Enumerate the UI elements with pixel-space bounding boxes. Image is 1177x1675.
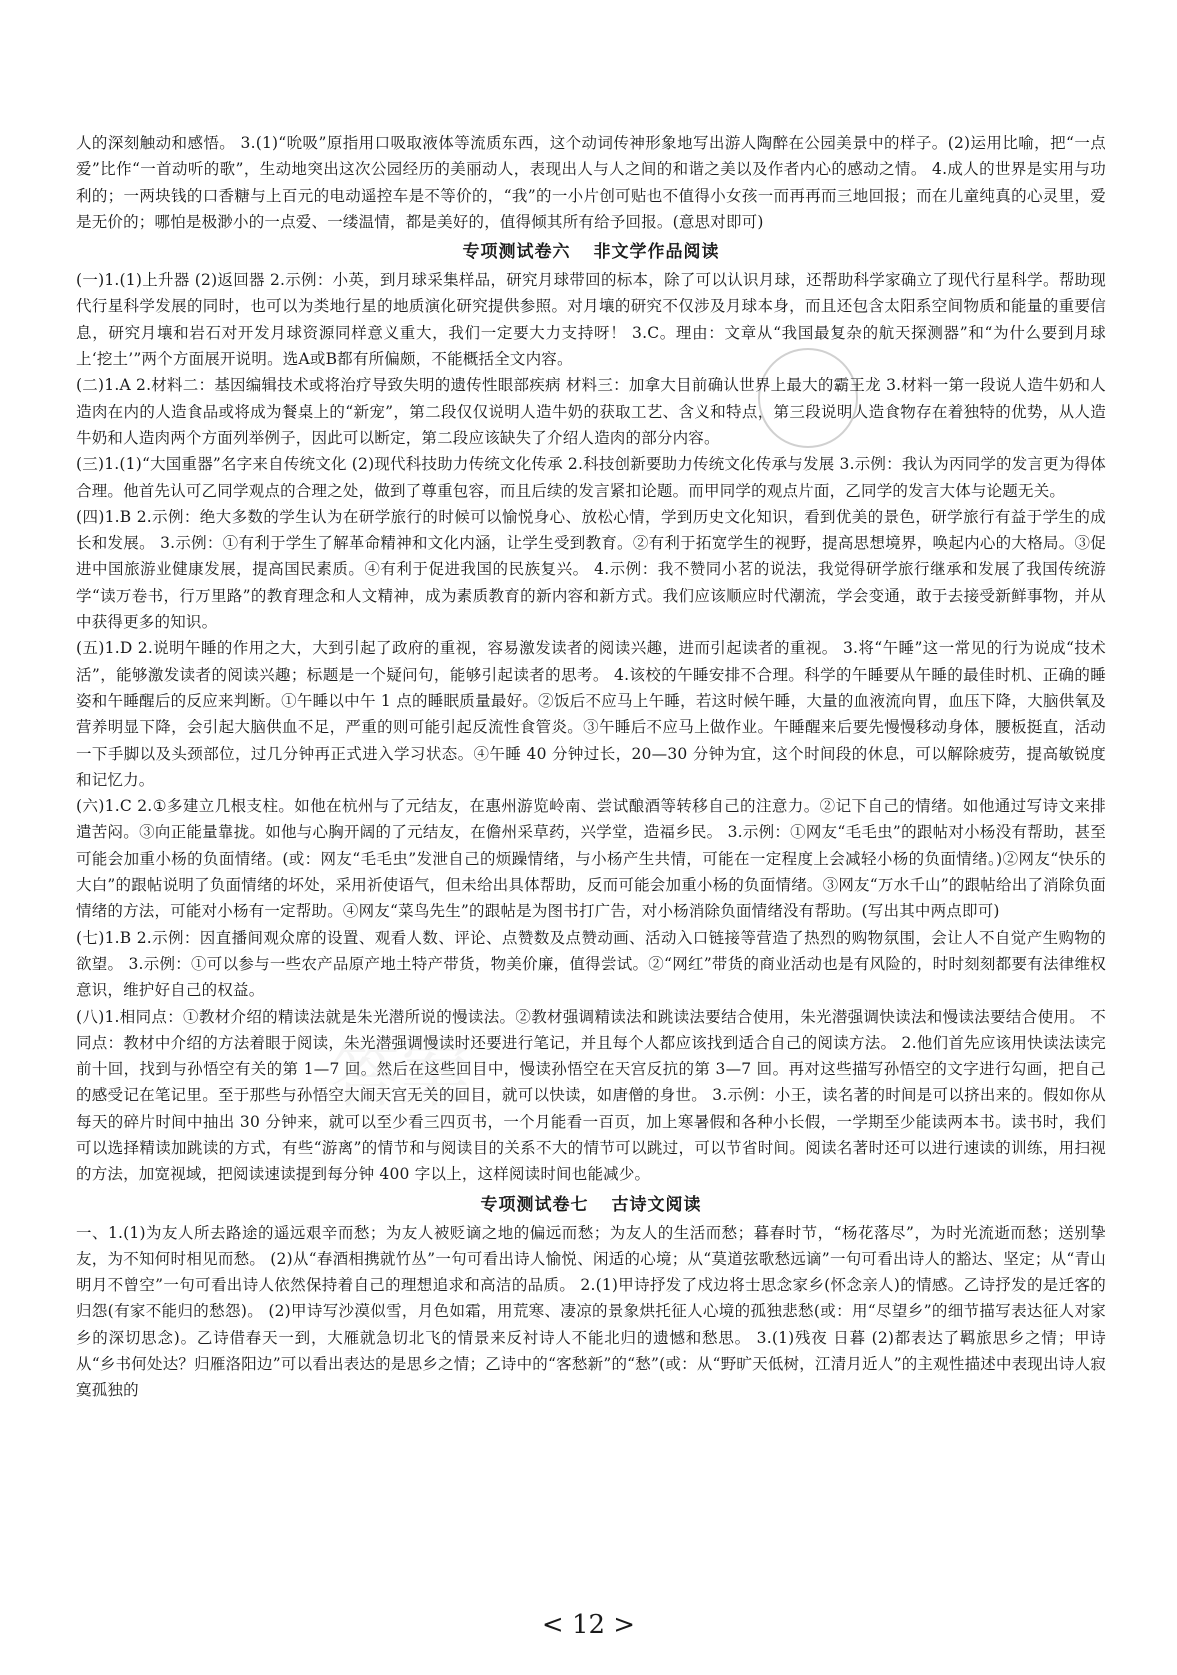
section6-para-2: (二)1.A 2.材料二：基因编辑技术或将治疗导致失明的遗传性眼部疾病 材料三：加拿大目前确认世界上最大的霸王龙 3.材料一第一段说人造牛奶和人造肉在内的人造食品或将成为餐桌上的“新宠”，第二段仅仅说明人造牛奶的获取工艺、含义和特点，第三段说明人造食物存在着独特的优势，从人造牛奶和人造肉两个方面列举例子，因此可以断定，第二段应该缺失了介绍人造肉的部分内容。	[76, 376, 1106, 447]
section6-para-1: (一)1.(1)上升器 (2)返回器 2.示例：小英，到月球采集样品，研究月球带回的标本，除了可以认识月球，还帮助科学家确立了现代行星科学。帮助现代行星科学发展的同时，也可以为类地行星的地质演化研究提供参照。对月壤的研究不仅涉及月球本身，而且还包含太阳系空间物质和能量的重要信息，研究月壤和岩石对开发月球资源同样意义重大，我们一定要大力支持呀！ 3.C。理由：文章从“我国最复杂的航天探测器”和“为什么要到月球上‘挖土’”两个方面展开说明。选A或B都有所偏颇，不能概括全文内容。	[76, 271, 1106, 369]
section7-title: 专项测试卷七	[480, 1194, 589, 1215]
answer-page	[76, 130, 1106, 1404]
section7-heading	[76, 1192, 1106, 1218]
section6-para-7: (七)1.B 2.示例：因直播间观众席的设置、观看人数、评论、点赞数及点赞动画、活动入口链接等营造了热烈的购物氛围，会让人不自觉产生购物的欲望。 3.示例：①可以参与一些农产品原产地土特产带货，物美价廉，值得尝试。②“网红”带货的商业活动也是有风险的，时时刻刻都要有法律维权意识，维护好自己的权益。	[76, 928, 1106, 1000]
watermark: 答案	[330, 1035, 470, 1117]
section6-subtitle: 非文学作品阅读	[593, 242, 720, 263]
section6-heading	[76, 239, 1106, 265]
section6-para-4: (四)1.B 2.示例：绝大多数的学生认为在研学旅行的时候可以愉悦身心、放松心情，学到历史文化知识，看到优美的景色，研学旅行有益于学生的成长和发展。 3.示例：①有利于学生了解革命精神和文化内涵，让学生受到教育。②有利于拓宽学生的视野，提高思想境界，唤起内心的大格局。③促进中国旅游业健康发展，提高国民素质。④有利于促进我国的民族复兴。 4.示例：我不赞同小茗的说法，我觉得研学旅行继承和发展了我国传统游学“读万卷书，行万里路”的教育理念和人文精神，成为素质教育的新内容和新方式。我们应该顺应时代潮流，学会变通，敢于去接受新鲜事物，并从中获得更多的知识。	[76, 507, 1106, 632]
section6-title: 专项测试卷六	[462, 242, 571, 263]
section6-para-8: (八)1.相同点：①教材介绍的精读法就是朱光潜所说的慢读法。②教材强调精读法和跳读法要结合使用，朱光潜强调快读法和慢读法要结合使用。 不同点：教材中介绍的方法着眼于阅读，朱光潜强调慢读时还要进行笔记，并且每个人都应该找到适合自己的阅读方法。 2.他们首先应该用快读法读完前十回，找到与孙悟空有关的第 1—7 回。然后在这些回目中，慢读孙悟空在天宫反抗的第 3—7 回。再对这些描写孙悟空的文字进行勾画，把自己的感受记在笔记里。至于那些与孙悟空大闹天宫无关的回目，就可以快读，如唐僧的身世。 3.示例：小王，读名著的时间是可以挤出来的。假如你从每天的碎片时间中抽出 30 分钟来，就可以至少看三四页书，一个月能看一百页，加上寒暑假和各种小长假，一学期至少能读两本书。读书时，我们可以选择精读加跳读的方式，有些“游离”的情节和与阅读目的关系不大的情节可以跳过，可以节省时间。阅读名著时还可以进行速读的训练，用扫视的方法，加宽视域，把阅读速读提到每分钟 400 字以上，这样阅读时间也能减少。	[76, 1007, 1106, 1184]
section6-para-6: (六)1.C 2.①多建立几根支柱。如他在杭州与了元结友，在惠州游览岭南、尝试酿酒等转移自己的注意力。②记下自己的情绪。如他通过写诗文来排遣苦闷。③向正能量靠拢。如他与心胸开阔的了元结友，在儋州采草药，兴学堂，造福乡民。 3.示例：①网友“毛毛虫”的跟帖对小杨没有帮助，甚至可能会加重小杨的负面情绪。(或：网友“毛毛虫”发泄自己的烦躁情绪，与小杨产生共情，可能在一定程度上会减轻小杨的负面情绪。)②网友“快乐的大白”的跟帖说明了负面情绪的坏处，采用祈使语气，但未给出具体帮助，反而可能会加重小杨的负面情绪。③网友“万水千山”的跟帖给出了消除负面情绪的方法，可能对小杨有一定帮助。④网友“菜鸟先生”的跟帖是为图书打广告，对小杨消除负面情绪没有帮助。(写出其中两点即可)	[76, 797, 1106, 921]
section6-para-5: (五)1.D 2.说明午睡的作用之大，大到引起了政府的重视，容易激发读者的阅读兴趣，进而引起读者的重视。 3.将“午睡”这一常见的行为说成“技术活”，能够激发读者的阅读兴趣；标题是一个疑问句，能够引起读者的思考。 4.该校的午睡安排不合理。科学的午睡要从午睡的最佳时机、正确的睡姿和午睡醒后的反应来判断。①午睡以中午 1 点的睡眠质量最好。②饭后不应马上午睡，若这时候午睡，大量的血液流向胃，血压下降，大脑供氧及营养明显下降，会引起大脑供血不足，严重的则可能引起反流性食管炎。③午睡后不应马上做作业。午睡醒来后要先慢慢移动身体，腰板挺直，活动一下手脚以及头颈部位，过几分钟再正式进入学习状态。④午睡 40 分钟过长，20—30 分钟为宜，这个时间段的休息，可以解除疲劳，提高敏锐度和记忆力。	[76, 639, 1106, 789]
section7-para-1: 一、1.(1)为友人所去路途的遥远艰辛而愁；为友人被贬谪之地的偏远而愁；为友人的生活而愁；暮春时节，“杨花落尽”，为时光流逝而愁；送别挚友，为不知何时相见而愁。 (2)从“春酒相携就竹丛”一句可看出诗人愉悦、闲适的心境；从“莫道弦歌愁远谪”一句可看出诗人的豁达、坚定；从“青山明月不曾空”一句可看出诗人依然保持着自己的理想追求和高洁的品质。 2.(1)甲诗抒发了戍边将士思念家乡(怀念亲人)的情感。乙诗抒发的是迁客的归怨(有家不能归的愁怨)。 (2)甲诗写沙漠似雪，月色如霜，用荒寒、凄凉的景象烘托征人心境的孤独悲愁(或：用“尽望乡”的细节描写表达征人对家乡的深切思念)。乙诗借春天一到，大雁就急切北飞的情景来反衬诗人不能北归的遗憾和愁思。 3.(1)残夜 日暮 (2)都表达了羁旅思乡之情；甲诗从“乡书何处达？归雁洛阳边”可以看出表达的是思乡之情；乙诗中的“客愁新”的“愁”(或：从“野旷天低树，江清月近人”的主观性描述中表现出诗人寂寞孤独的	[76, 1223, 1106, 1400]
section7-subtitle: 古诗文阅读	[611, 1194, 702, 1215]
section6-para-3: (三)1.(1)“大国重器”名字来自传统文化 (2)现代科技助力传统文化传承 2.科技创新要助力传统文化传承与发展 3.示例：我认为丙同学的发言更为得体合理。他首先认可乙同学观点的合理之处，做到了尊重包容，而且后续的发言紧扣论题。而甲同学的观点片面，乙同学的发言大体与论题无关。	[76, 455, 1106, 500]
intro-paragraph: 人的深刻触动和感悟。 3.(1)“吮吸”原指用口吸取液体等流质东西，这个动词传神形象地写出游人陶醉在公园美景中的样子。(2)运用比喻，把“一点爱”比作“一首动听的歌”，生动地突出这次公园经历的美丽动人，表现出人与人之间的和谐之美以及作者内心的感动之情。 4.成人的世界是实用与功利的；一两块钱的口香糖与上百元的电动遥控车是不等价的，“我”的一小片创可贴也不值得小女孩一而再再而三地回报；而在儿童纯真的心灵里，爱是无价的；哪怕是极渺小的一点爱、一缕温情，都是美好的，值得倾其所有给予回报。(意思对即可)	[76, 134, 1106, 231]
page-number: < 12 >	[541, 1610, 636, 1640]
